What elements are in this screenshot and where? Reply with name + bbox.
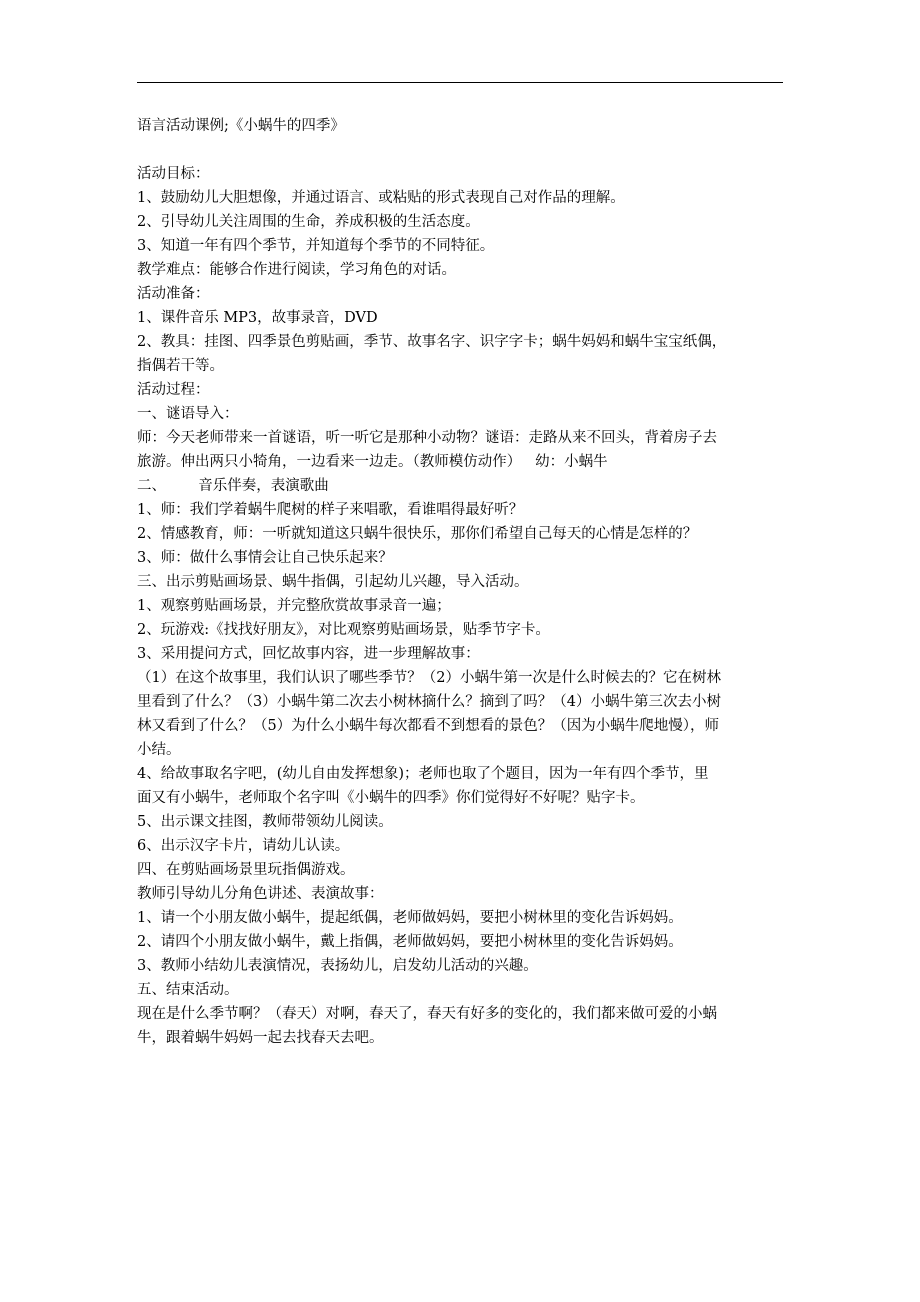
paragraph-list xyxy=(137,162,787,1050)
text-line: 2、教具：挂图、四季景色剪贴画，季节、故事名字、识字字卡；蜗牛妈妈和蜗牛宝宝纸偶， xyxy=(137,334,727,350)
text-line: 现在是什么季节啊？（春天）对啊，春天了，春天有好多的变化的，我们都来做可爱的小蜗 xyxy=(137,1006,717,1022)
text-line: 1、鼓励幼儿大胆想像，并通过语言、或粘贴的形式表现自己对作品的理解。 xyxy=(137,190,625,206)
text-line: 师：今天老师带来一首谜语，听一听它是那种小动物？谜语：走路从来不回头，背着房子去 xyxy=(137,430,717,446)
document-body xyxy=(137,114,787,1050)
text-line: 2、玩游戏:《找找好朋友》，对比观察剪贴画场景，贴季节字卡。 xyxy=(137,622,550,638)
text-line: 二、 音乐伴奏，表演歌曲 xyxy=(137,478,329,494)
text-line: 里看到了什么？（3）小蜗牛第二次去小树林摘什么？摘到了吗？（4）小蜗牛第三次去小树 xyxy=(137,694,721,710)
text-line: 教师引导幼儿分角色讲述、表演故事： xyxy=(137,886,384,902)
text-line: 1、课件音乐 MP3，故事录音，DVD xyxy=(137,310,378,326)
text-line: 3、采用提问方式，回忆故事内容，进一步理解故事： xyxy=(137,646,480,662)
header-rule xyxy=(137,82,783,83)
text-line: 5、出示课文挂图，教师带领幼儿阅读。 xyxy=(137,814,393,830)
text-line: 1、观察剪贴画场景，并完整欣赏故事录音一遍； xyxy=(137,598,451,614)
text-line: 活动准备： xyxy=(137,286,210,302)
text-line: 三、出示剪贴画场景、蜗牛指偶，引起幼儿兴趣，导入活动。 xyxy=(137,574,529,590)
document-title: 语言活动课例;《小蜗牛的四季》 xyxy=(137,118,345,134)
text-line: 3、知道一年有四个季节，并知道每个季节的不同特征。 xyxy=(137,238,495,254)
text-line: 旅游。伸出两只小犄角，一边看来一边走。（教师模仿动作） 幼：小蜗牛 xyxy=(137,454,608,470)
text-line: 3、师：做什么事情会让自己快乐起来？ xyxy=(137,550,393,566)
text-line: 1、师：我们学着蜗牛爬树的样子来唱歌，看谁唱得最好听？ xyxy=(137,502,524,518)
text-line: 活动过程： xyxy=(137,382,210,398)
text-line: 小结。 xyxy=(137,742,181,758)
text-line: 活动目标： xyxy=(137,166,210,182)
text-line: 一、谜语导入： xyxy=(137,406,239,422)
text-line: 五、结束活动。 xyxy=(137,982,239,998)
text-line: 面又有小蜗牛，老师取个名字叫《小蜗牛的四季》你们觉得好不好呢？贴字卡。 xyxy=(137,790,645,806)
text-line: 2、请四个小朋友做小蜗牛，戴上指偶，老师做妈妈，要把小树林里的变化告诉妈妈。 xyxy=(137,934,683,950)
text-line: 林又看到了什么？（5）为什么小蜗牛每次都看不到想看的景色？（因为小蜗牛爬地慢），师 xyxy=(137,718,719,734)
text-line: 6、出示汉字卡片，请幼儿认读。 xyxy=(137,838,350,854)
text-line: （1）在这个故事里，我们认识了哪些季节？（2）小蜗牛第一次是什么时候去的？它在树林 xyxy=(137,670,721,686)
text-line: 2、情感教育，师：一听就知道这只蜗牛很快乐，那你们希望自己每天的心情是怎样的？ xyxy=(137,526,698,542)
text-line: 教学难点：能够合作进行阅读，学习角色的对话。 xyxy=(137,262,456,278)
text-line: 4、给故事取名字吧，(幼儿自由发挥想象)；老师也取了个题目，因为一年有四个季节，里 xyxy=(137,766,709,782)
text-line: 四、在剪贴画场景里玩指偶游戏。 xyxy=(137,862,355,878)
text-line: 2、引导幼儿关注周围的生命，养成积极的生活态度。 xyxy=(137,214,480,230)
text-line: 牛，跟着蜗牛妈妈一起去找春天去吧。 xyxy=(137,1030,384,1046)
text-line: 指偶若干等。 xyxy=(137,358,224,374)
text-line: 3、教师小结幼儿表演情况，表扬幼儿，启发幼儿活动的兴趣。 xyxy=(137,958,538,974)
text-line: 1、请一个小朋友做小蜗牛，提起纸偶，老师做妈妈，要把小树林里的变化告诉妈妈。 xyxy=(137,910,683,926)
